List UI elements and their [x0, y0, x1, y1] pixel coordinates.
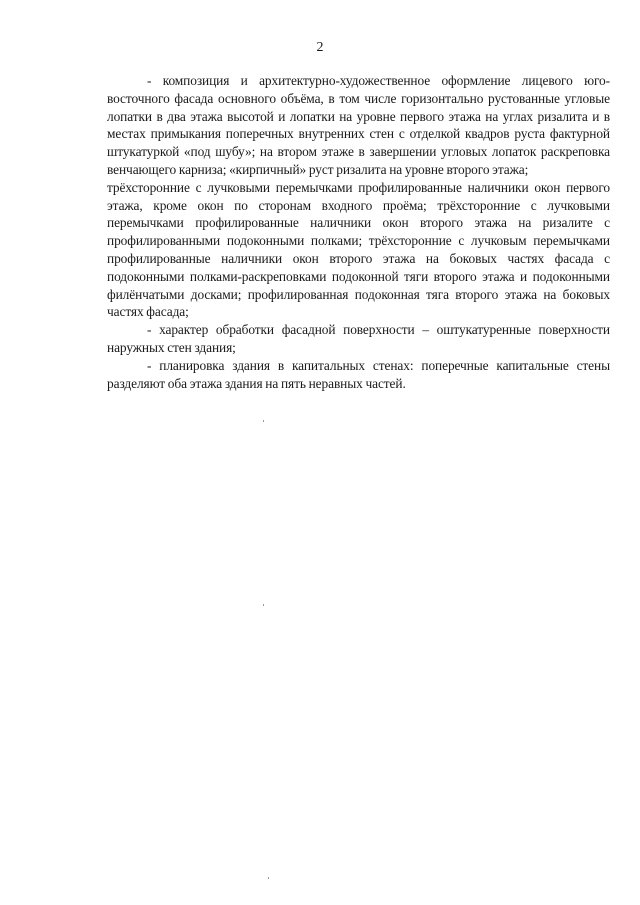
paragraph-surface: - характер обработки фасадной поверхности – оштукатуренные поверхности наружных стен здания; — [107, 322, 610, 355]
paragraph-composition: - композиция и архитектурно-художественное оформление лицевого юго-восточного фасада основного объёма, в том числе горизонтально рустованные угловые лопатки в два этажа высотой и лопатки на уровне первого этажа на углах ризалита и в местах примыкания поперечных внутренних стен с отделкой квадров руста фактурной штукатуркой «под шубу»; на втором этаже в завершении угловых лопаток раскреповка венчающего карниза; «кирпичный» руст ризалита на уровне второго этажа; — [107, 73, 610, 177]
page-number: 2 — [316, 40, 324, 55]
paragraph-windows: трёхсторонние с лучковыми перемычками профилированные наличники окон первого этажа, кроме окон по сторонам входного проёма; трёхсторонние с лучковыми перемычками профилированные наличники окон второго этажа на ризалите с профилированными подоконными полками; трёхсторонние с лучковым перемычками профилированные наличники окон второго этажа на боковых частях фасада с подоконными полками-раскреповками подоконной тяги второго этажа и подоконными филёнчатыми досками; профилированная подоконная тяга второго этажа на боковых частях фасада; — [107, 179, 610, 320]
scan-speck — [268, 877, 269, 879]
paragraph-layout: - планировка здания в капитальных стенах: поперечные капитальные стены разделяют оба этажа здания на пять неравных частей. — [107, 357, 610, 391]
document-body — [107, 72, 610, 392]
scan-speck — [263, 604, 264, 606]
scan-speck — [263, 420, 264, 422]
